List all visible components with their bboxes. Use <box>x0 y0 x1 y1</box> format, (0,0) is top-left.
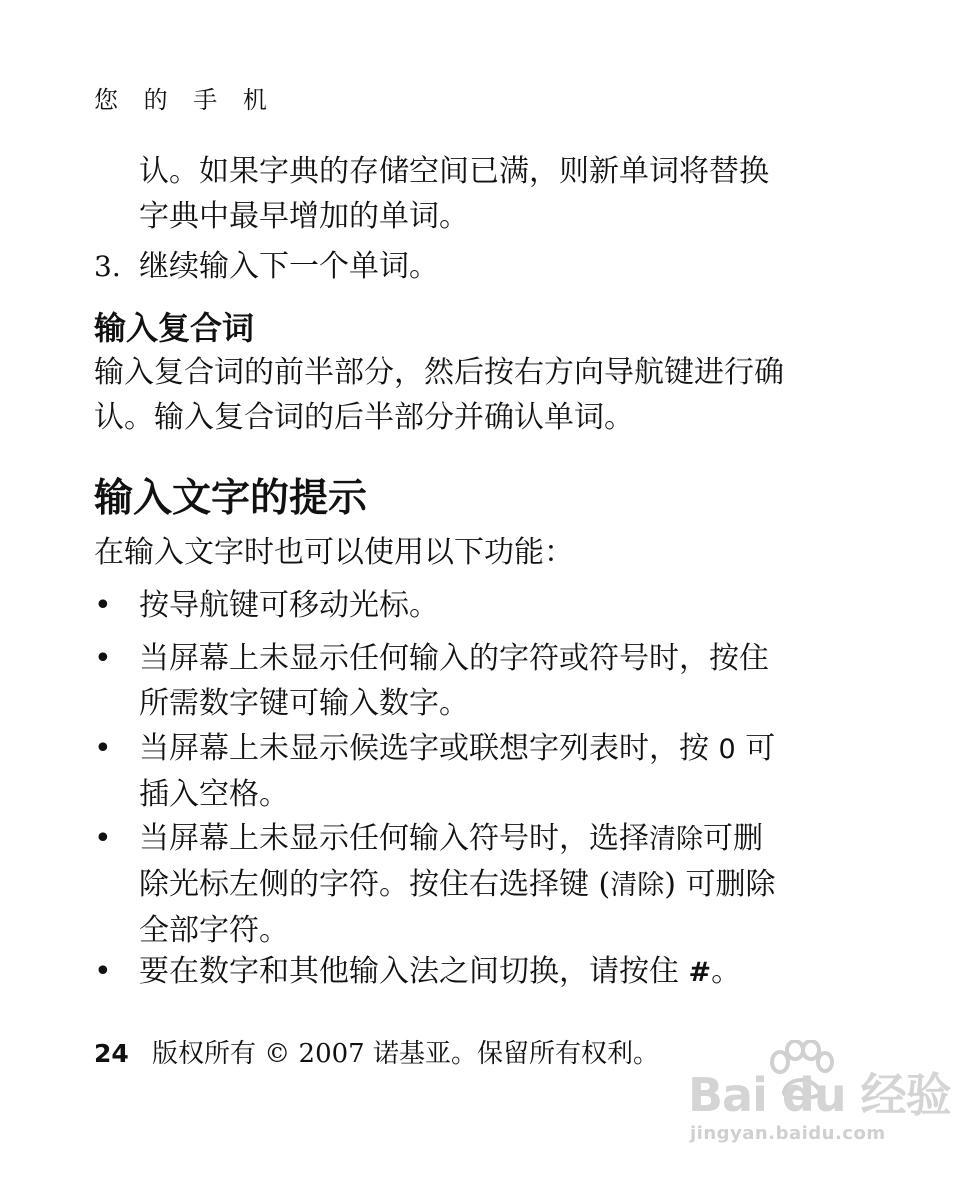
running-header: 您 的 手 机 <box>94 86 276 114</box>
tip-line <box>139 949 839 995</box>
tip-text: ) 可删除 <box>664 867 776 902</box>
page-number: 24 <box>94 1039 129 1068</box>
key-label: # <box>688 957 712 988</box>
bullet-icon: • <box>94 821 112 856</box>
tip-item <box>139 949 839 995</box>
bullet-icon: • <box>94 588 112 623</box>
tips-heading: 输入文字的提示 <box>94 476 368 521</box>
step-number: 3. <box>94 250 121 283</box>
tip-line <box>139 862 839 908</box>
bullet-icon: • <box>94 954 112 989</box>
tip-line: 按导航键可移动光标。 <box>139 588 439 623</box>
bullet-icon: • <box>94 641 112 676</box>
tip-line: 当屏幕上未显示任何输入的字符或符号时，按住 <box>139 641 769 676</box>
tip-text: 当屏幕上未显示候选字或联想字列表时，按 <box>139 731 719 766</box>
tip-text: 可 <box>735 731 776 766</box>
tip-item <box>139 816 839 953</box>
tip-line: 所需数字键可输入数字。 <box>139 686 469 721</box>
baidu-watermark <box>688 1040 951 1150</box>
tip-line <box>139 816 839 862</box>
tip-line: 全部字符。 <box>139 913 289 948</box>
watermark-logo-text: Bai du 经验 <box>688 1068 951 1122</box>
tip-line: 插入空格。 <box>139 777 289 812</box>
compound-line-2: 认。输入复合词的后半部分并确认单词。 <box>94 400 634 435</box>
continuation-line-1: 认。如果字典的存储空间已满，则新单词将替换 <box>139 154 769 189</box>
continuation-line-2: 字典中最早增加的单词。 <box>139 199 469 234</box>
tip-text: 要在数字和其他输入法之间切换，请按住 <box>139 954 689 989</box>
tip-text: 除光标左侧的字符。按住右选择键 ( <box>139 867 611 902</box>
tip-line <box>139 726 839 772</box>
tip-text: 当屏幕上未显示任何输入符号时，选择 <box>139 821 649 856</box>
tip-item <box>139 583 839 628</box>
key-label: 清除 <box>649 824 703 855</box>
tips-intro: 在输入文字时也可以使用以下功能： <box>94 535 574 570</box>
tip-text: 可删 <box>703 821 763 856</box>
compound-heading: 输入复合词 <box>94 309 255 347</box>
compound-line-1: 输入复合词的前半部分，然后按右方向导航键进行确 <box>94 355 784 390</box>
tip-item <box>139 726 839 817</box>
continuation-paragraph <box>139 149 839 239</box>
tip-text: 。 <box>711 954 742 989</box>
compound-paragraph <box>94 350 854 440</box>
key-label: 清除 <box>610 870 665 901</box>
bullet-icon: • <box>94 731 112 766</box>
key-label: 0 <box>718 734 736 765</box>
step-text: 继续输入下一个单词。 <box>139 249 439 284</box>
copyright-text: 版权所有 © 2007 诺基亚。保留所有权利。 <box>152 1039 659 1069</box>
tip-item <box>139 636 839 726</box>
watermark-url: jingyan.baidu.com <box>690 1123 886 1144</box>
